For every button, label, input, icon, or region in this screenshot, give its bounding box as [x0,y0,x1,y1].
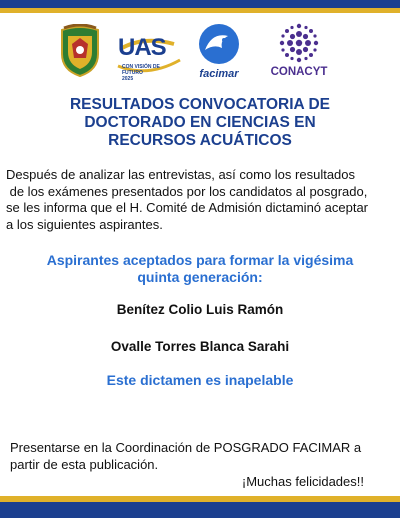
title-line-3: RECURSOS ACUÁTICOS [108,132,292,149]
intro-line-2: de los exámenes presentados por los candidatos al posgrado, [6,183,368,199]
accepted-heading-line-1: Aspirantes aceptados para formar la vigésima [46,252,354,268]
top-navy-stripe [0,0,400,8]
facimar-logo [192,22,246,88]
title-line-2: DOCTORADO EN CIENCIAS EN [84,114,316,131]
uas-logo-text: UAS [118,34,166,61]
uas-tagline-2: FUTURO [122,70,143,76]
title-line-1: RESULTADOS CONVOCATORIA DE [69,96,331,113]
uas-tagline-1: CON VISIÓN DE [122,64,160,70]
logo-row [0,22,400,88]
uas-tagline [122,64,160,82]
accepted-name: Benítez Colio Luis Ramón [116,302,284,317]
facimar-logo-text: facimar [199,68,239,80]
intro-line-3: se les informa que el H. Comité de Admisión dictaminó aceptar [6,200,369,215]
uas-tagline-3: 2025 [122,76,134,82]
footer-line-1: Presentarse en la Coordinación de POSGRADO FACIMAR a [10,440,362,455]
accepted-heading-line-2: quinta generación: [137,269,263,285]
page-title [20,96,380,150]
uas-logo [114,26,186,84]
intro-line-4: a los siguientes aspirantes. [6,216,163,232]
accepted-heading [10,252,390,286]
accepted-name: Ovalle Torres Blanca Sarahi [110,339,290,354]
congratulations-text: ¡Muchas felicidades!! [241,474,364,489]
footer-line-2: partir de esta publicación. [10,456,159,472]
verdict-text: Este dictamen es inapelable [106,372,294,388]
conacyt-dots-icon [264,22,334,64]
top-gold-stripe [0,8,400,13]
intro-paragraph [6,167,398,233]
bottom-navy-stripe [0,502,400,518]
university-crest-logo [58,24,102,78]
footer-paragraph [10,440,395,473]
intro-line-1: Después de analizar las entrevistas, así como los resultados [6,167,356,182]
conacyt-logo-text: CONACYT [270,66,328,78]
conacyt-logo [264,22,334,82]
